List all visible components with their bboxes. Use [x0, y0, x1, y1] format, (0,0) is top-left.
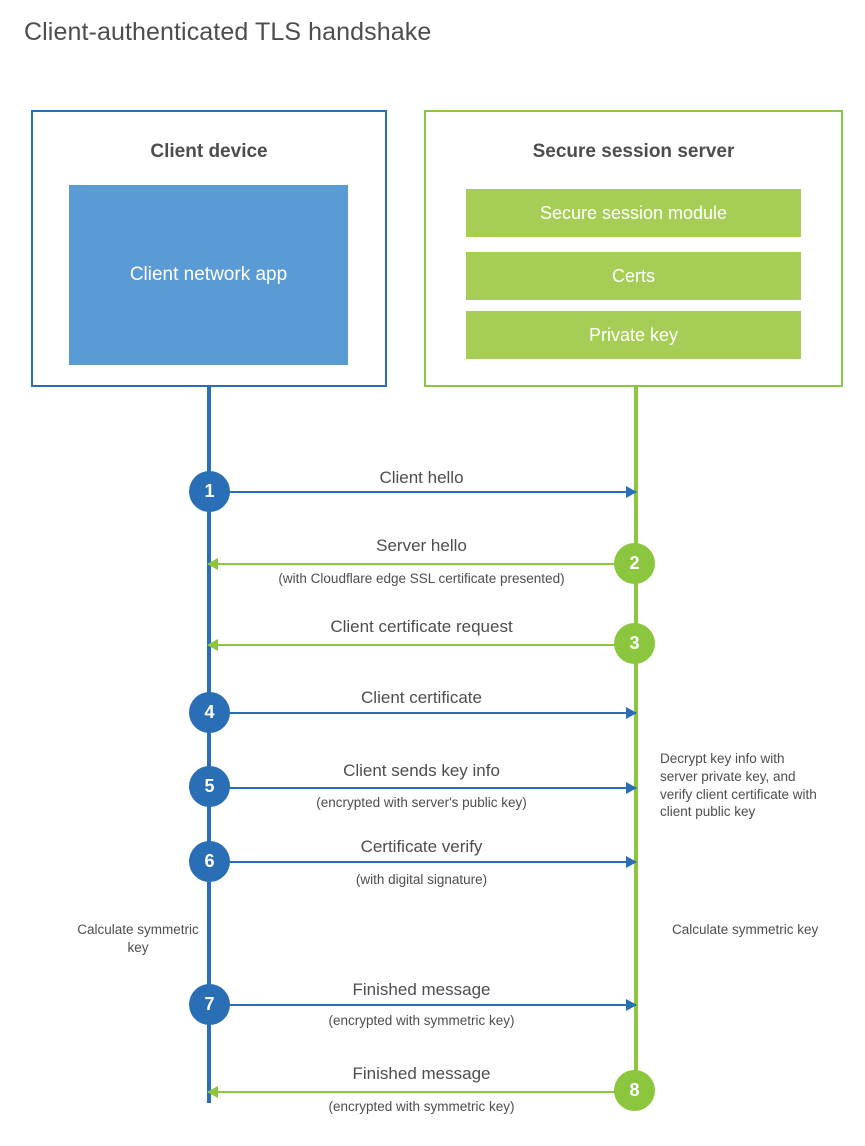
client-calculate-symmetric-key-note: Calculate symmetric key	[77, 922, 199, 955]
server-decrypt-note: Decrypt key info with server private key, and verify client certificate with client public key	[660, 751, 817, 820]
step-8-label: Finished message	[352, 1064, 491, 1083]
step-7-sublabel: (encrypted with symmetric key)	[328, 1013, 515, 1028]
step-8-badge: 8	[614, 1070, 655, 1111]
server-item-certs: Certs	[466, 252, 801, 300]
step-5-label: Client sends key info	[343, 761, 500, 780]
secure-session-server-heading: Secure session server	[532, 141, 735, 162]
step-7-label: Finished message	[352, 980, 491, 999]
step-8-sublabel: (encrypted with symmetric key)	[328, 1099, 515, 1114]
step-5-arrow	[210, 787, 636, 789]
step-2-badge: 2	[614, 543, 655, 584]
client-device-heading: Client device	[150, 141, 268, 162]
page-title: Client-authenticated TLS handshake	[24, 18, 432, 46]
step-8-arrow	[208, 1091, 636, 1093]
step-7-arrow	[210, 1004, 636, 1006]
step-3-badge: 3	[614, 623, 655, 664]
step-6-arrow	[210, 861, 636, 863]
step-5-sublabel: (encrypted with server's public key)	[316, 795, 527, 810]
step-5-badge: 5	[189, 766, 230, 807]
client-network-app-block: Client network app	[69, 185, 348, 365]
step-6-sublabel: (with digital signature)	[355, 872, 488, 887]
step-3-label: Client certificate request	[330, 617, 513, 636]
step-6-badge: 6	[189, 841, 230, 882]
step-1-badge: 1	[189, 471, 230, 512]
step-1-arrow	[210, 491, 636, 493]
step-4-badge: 4	[189, 692, 230, 733]
step-3-arrow	[208, 644, 636, 646]
step-2-arrow	[208, 563, 636, 565]
server-calculate-symmetric-key-note: Calculate symmetric key	[672, 922, 819, 937]
step-7-badge: 7	[189, 984, 230, 1025]
server-item-private-key: Private key	[466, 311, 801, 359]
step-4-arrow	[210, 712, 636, 714]
step-4-label: Client certificate	[361, 688, 482, 707]
step-2-sublabel: (with Cloudflare edge SSL certificate presented)	[278, 571, 565, 586]
step-1-label: Client hello	[379, 468, 464, 487]
step-2-label: Server hello	[376, 536, 467, 555]
step-6-label: Certificate verify	[360, 837, 483, 856]
server-item-secure-session-module: Secure session module	[466, 189, 801, 237]
